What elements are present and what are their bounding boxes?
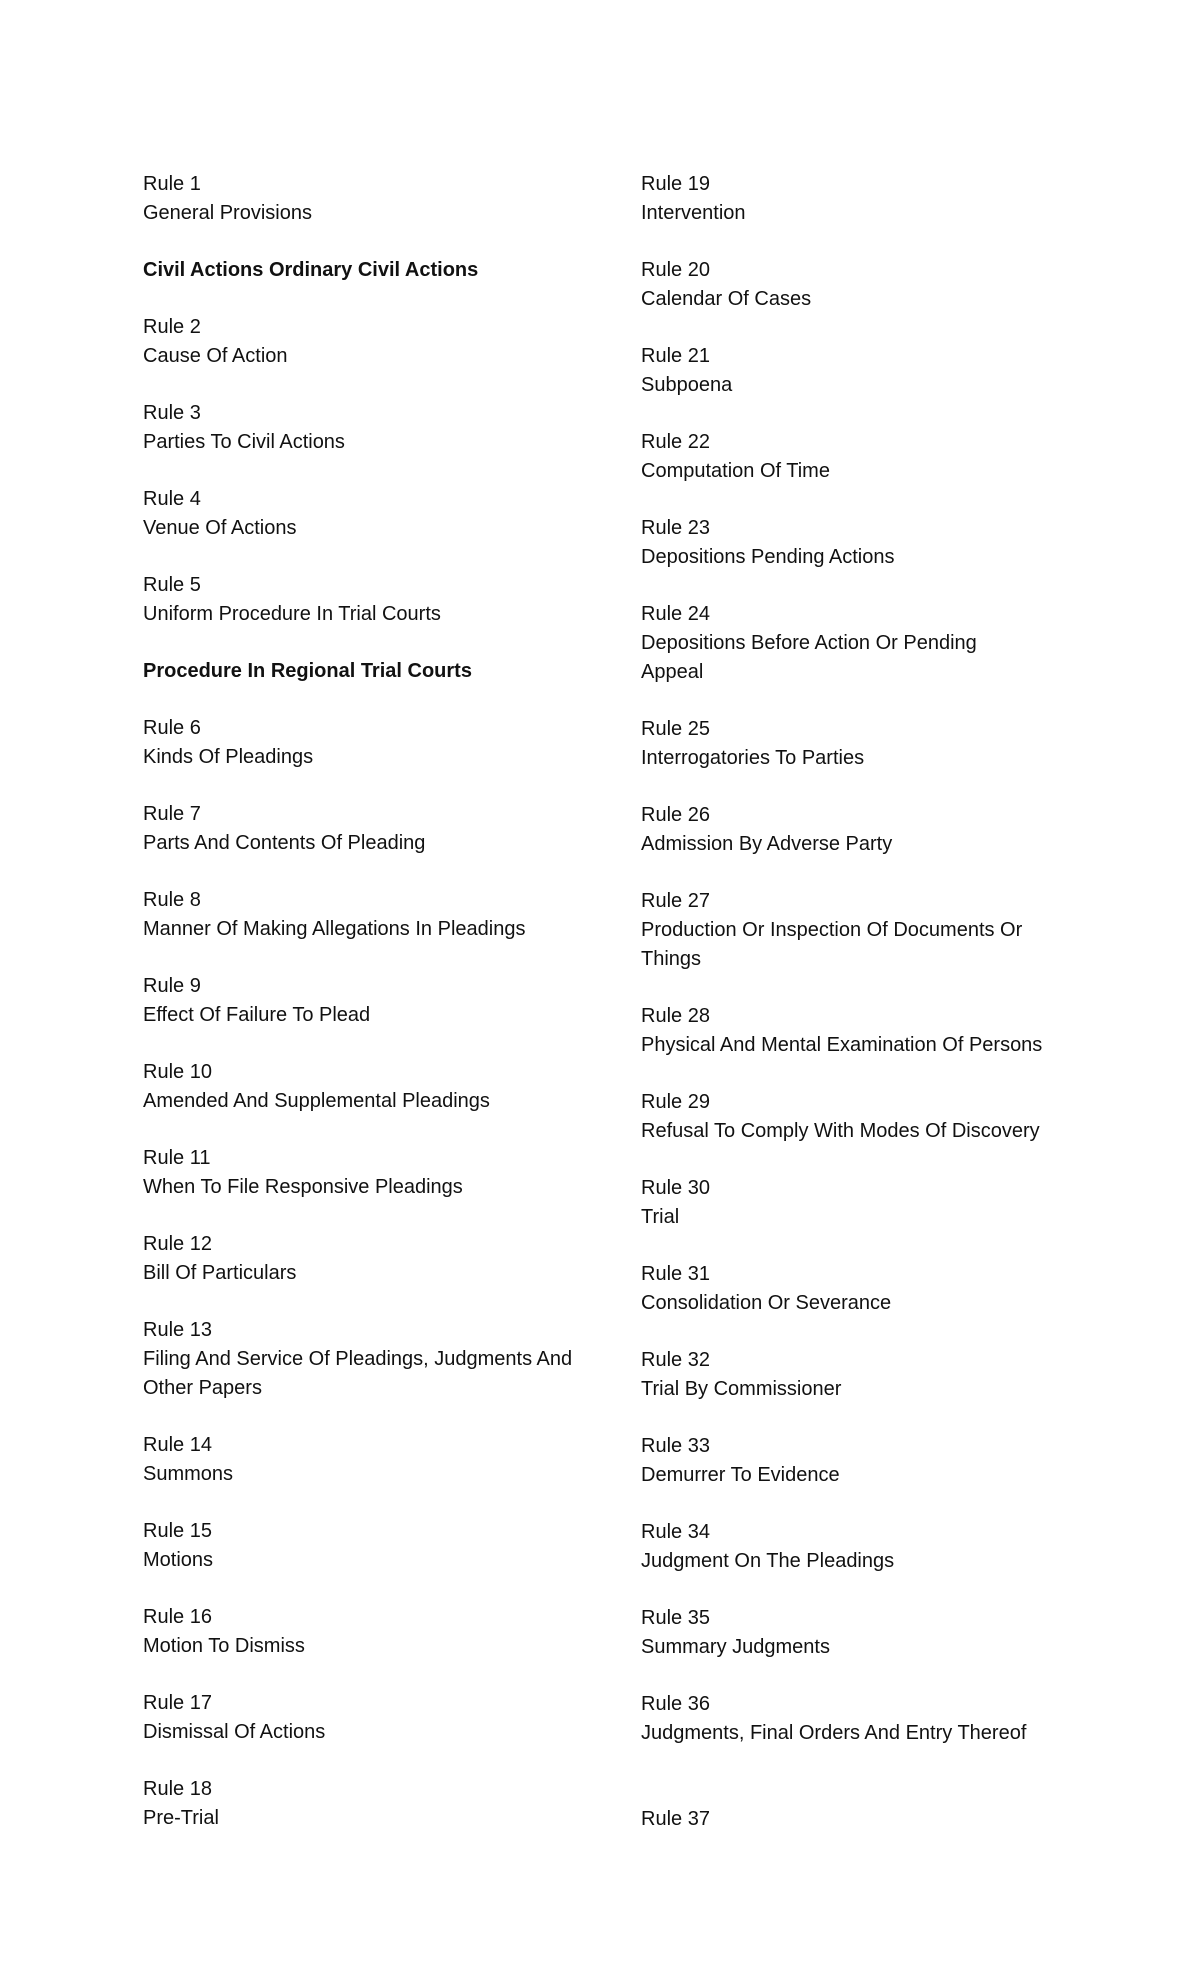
rule-title: Parts And Contents Of Pleading: [143, 832, 426, 854]
rule-number: Rule 2: [143, 316, 201, 338]
rule-number: Rule 22: [641, 431, 710, 453]
rule-number: Rule 28: [641, 1005, 710, 1027]
rule-number: Rule 1: [143, 173, 201, 195]
rule-entry-32: [641, 1346, 1101, 1404]
rule-title: Depositions Before Action Or Pending Appeal: [641, 632, 977, 683]
rule-title: Summons: [143, 1463, 234, 1485]
rule-entry-17: [143, 1689, 573, 1747]
section-heading-regional-trial-courts: Procedure In Regional Trial Courts: [143, 660, 472, 682]
rule-number: Rule 19: [641, 173, 710, 195]
rule-title: Manner Of Making Allegations In Pleadings: [143, 918, 526, 940]
rule-title: Depositions Pending Actions: [641, 546, 895, 568]
blank-space: [641, 1776, 1101, 1805]
rule-title: Summary Judgments: [641, 1636, 830, 1658]
rule-title: Interrogatories To Parties: [641, 747, 865, 769]
rule-title: Kinds Of Pleadings: [143, 746, 314, 768]
rule-entry-22: [641, 428, 1101, 486]
rule-entry-2: [143, 313, 573, 371]
rule-title: Physical And Mental Examination Of Persons: [641, 1034, 1043, 1056]
rule-title: Bill Of Particulars: [143, 1262, 297, 1284]
rule-number: Rule 27: [641, 890, 710, 912]
rule-entry-4: [143, 485, 573, 543]
rule-number: Rule 21: [641, 345, 710, 367]
rule-entry-7: [143, 800, 573, 858]
rule-title: Motions: [143, 1549, 214, 1571]
rule-number: Rule 31: [641, 1263, 710, 1285]
rule-number: Rule 29: [641, 1091, 710, 1113]
rule-entry-1: [143, 170, 573, 228]
section-heading-civil-actions: Civil Actions Ordinary Civil Actions: [143, 259, 479, 281]
rule-number: Rule 24: [641, 603, 710, 625]
rule-entry-13: [143, 1316, 573, 1403]
rule-entry-12: [143, 1230, 573, 1288]
rule-title: Motion To Dismiss: [143, 1635, 305, 1657]
rule-number: Rule 14: [143, 1434, 212, 1456]
rule-number: Rule 33: [641, 1435, 710, 1457]
rule-entry-36: [641, 1690, 1101, 1748]
rule-title: Admission By Adverse Party: [641, 833, 893, 855]
rule-entry-26: [641, 801, 1101, 859]
rule-title: Effect Of Failure To Plead: [143, 1004, 371, 1026]
rule-title: Amended And Supplemental Pleadings: [143, 1090, 490, 1112]
rule-number: Rule 26: [641, 804, 710, 826]
rule-number: Rule 25: [641, 718, 710, 740]
rule-number: Rule 12: [143, 1233, 212, 1255]
rule-number: Rule 8: [143, 889, 201, 911]
rule-entry-14: [143, 1431, 573, 1489]
rule-entry-9: [143, 972, 573, 1030]
rule-number: Rule 16: [143, 1606, 212, 1628]
rule-title: Demurrer To Evidence: [641, 1464, 840, 1486]
rule-entry-20: [641, 256, 1101, 314]
rule-entry-21: [641, 342, 1101, 400]
rule-number: Rule 5: [143, 574, 201, 596]
rule-entry-10: [143, 1058, 573, 1116]
rule-entry-37: [641, 1805, 1101, 1834]
rule-title: Intervention: [641, 202, 746, 224]
rule-number: Rule 36: [641, 1693, 710, 1715]
rule-title: Subpoena: [641, 374, 733, 396]
rule-number: Rule 20: [641, 259, 710, 281]
rule-title: Judgment On The Pleadings: [641, 1550, 895, 1572]
rule-entry-18: [143, 1775, 573, 1833]
rule-number: Rule 18: [143, 1778, 212, 1800]
rule-title: Dismissal Of Actions: [143, 1721, 326, 1743]
rule-entry-5: [143, 571, 573, 629]
rule-title: Consolidation Or Severance: [641, 1292, 892, 1314]
rule-number: Rule 6: [143, 717, 201, 739]
rule-entry-3: [143, 399, 573, 457]
rule-entry-15: [143, 1517, 573, 1575]
rule-number: Rule 4: [143, 488, 201, 510]
rule-entry-33: [641, 1432, 1101, 1490]
right-column: [641, 170, 1101, 1862]
rule-title: When To File Responsive Pleadings: [143, 1176, 463, 1198]
rule-number: Rule 37: [641, 1808, 710, 1830]
rule-entry-27: [641, 887, 1101, 974]
rule-entry-30: [641, 1174, 1101, 1232]
rule-number: Rule 11: [143, 1147, 211, 1169]
rule-title: Uniform Procedure In Trial Courts: [143, 603, 441, 625]
rule-title: Judgments, Final Orders And Entry Thereof: [641, 1722, 1027, 1744]
rule-entry-31: [641, 1260, 1101, 1318]
rule-entry-19: [641, 170, 1101, 228]
rule-number: Rule 3: [143, 402, 201, 424]
rule-number: Rule 30: [641, 1177, 710, 1199]
rule-title: Refusal To Comply With Modes Of Discovery: [641, 1120, 1040, 1142]
rule-number: Rule 15: [143, 1520, 212, 1542]
rule-entry-6: [143, 714, 573, 772]
rule-number: Rule 35: [641, 1607, 710, 1629]
rule-number: Rule 10: [143, 1061, 212, 1083]
rule-entry-35: [641, 1604, 1101, 1662]
rule-number: Rule 13: [143, 1319, 212, 1341]
rule-number: Rule 34: [641, 1521, 710, 1543]
rule-title: Filing And Service Of Pleadings, Judgments And Other Papers: [143, 1348, 573, 1399]
rule-entry-24: [641, 600, 1101, 687]
rule-title: General Provisions: [143, 202, 312, 224]
rule-title: Computation Of Time: [641, 460, 830, 482]
rule-title: Pre-Trial: [143, 1807, 219, 1829]
rule-entry-34: [641, 1518, 1101, 1576]
rule-title: Trial By Commissioner: [641, 1378, 842, 1400]
rule-title: Venue Of Actions: [143, 517, 297, 539]
rule-entry-29: [641, 1088, 1101, 1146]
rule-title: Production Or Inspection Of Documents Or Things: [641, 919, 1023, 970]
rule-entry-25: [641, 715, 1101, 773]
rule-title: Trial: [641, 1206, 680, 1228]
rule-number: Rule 9: [143, 975, 201, 997]
rule-title: Parties To Civil Actions: [143, 431, 345, 453]
left-column: [143, 170, 573, 1861]
rule-entry-28: [641, 1002, 1101, 1060]
rule-entry-23: [641, 514, 1101, 572]
rule-number: Rule 7: [143, 803, 201, 825]
rule-number: Rule 23: [641, 517, 710, 539]
rule-number: Rule 17: [143, 1692, 212, 1714]
rule-title: Calendar Of Cases: [641, 288, 812, 310]
rule-title: Cause Of Action: [143, 345, 288, 367]
rule-number: Rule 32: [641, 1349, 710, 1371]
rule-entry-8: [143, 886, 573, 944]
rule-entry-11: [143, 1144, 573, 1202]
rule-entry-16: [143, 1603, 573, 1661]
